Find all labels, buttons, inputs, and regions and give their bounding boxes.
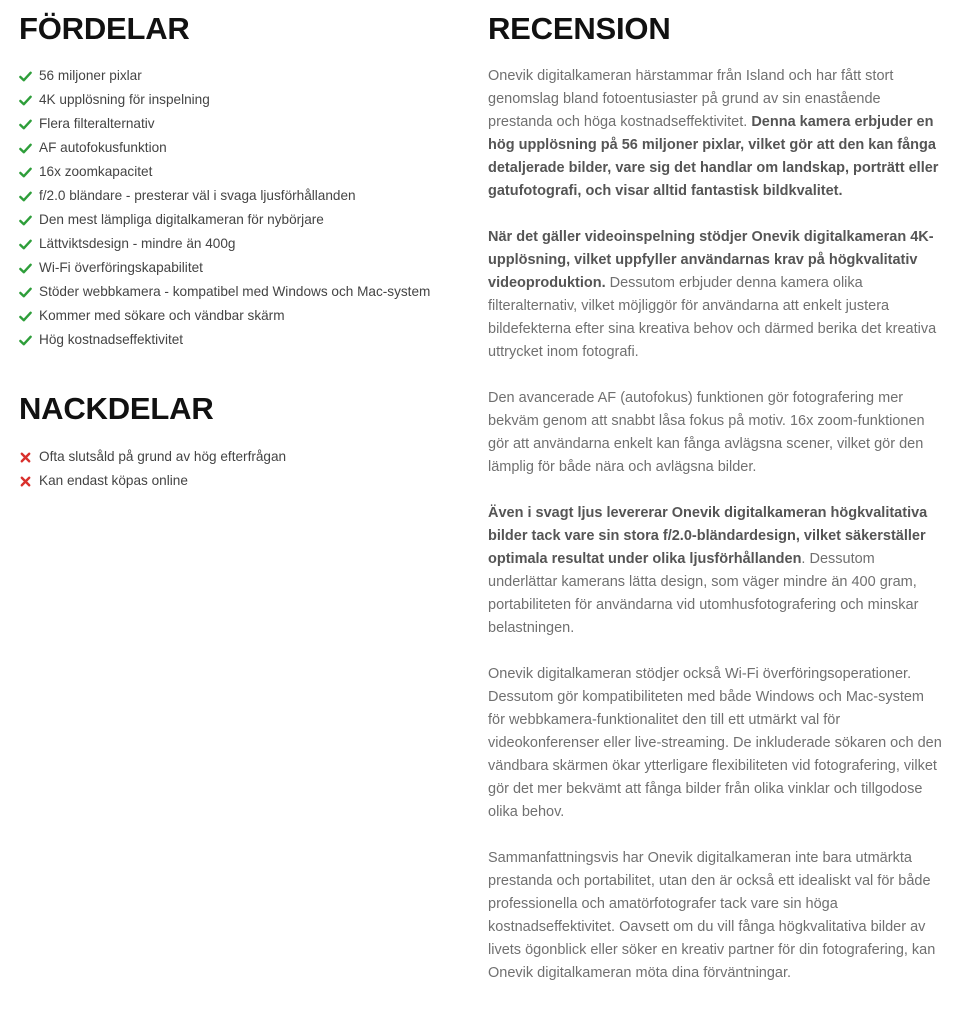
review-paragraph [488, 387, 944, 479]
check-icon [19, 94, 32, 107]
review-emphasis: Denna kamera erbjuder en hög upplösning på 56 miljoner pixlar, vilket gör att den kan fånga detaljerade bilder, vare sig det handlar om landskap, porträtt eller gatufotografi, och visar alltid fantastisk bildkvalitet. [488, 114, 939, 199]
pros-item-label: 4K upplösning för inspelning [39, 92, 210, 107]
review-text: Onevik digitalkameran härstammar från Island och har fått stort genomslag bland fotoentusiaster på grund av sin enastående prestanda och höga kostnadseffektivitet. [488, 68, 894, 130]
review-paragraph [488, 226, 944, 364]
pros-item-label: 56 miljoner pixlar [39, 68, 142, 83]
check-icon [19, 310, 32, 323]
review-paragraph [488, 65, 944, 203]
cons-item-label: Kan endast köpas online [39, 473, 188, 488]
pros-item-label: Kommer med sökare och vändbar skärm [39, 308, 285, 323]
review-body [488, 65, 944, 1008]
pros-list [19, 64, 459, 352]
pros-item [19, 328, 459, 352]
review-paragraph [488, 663, 944, 824]
review-text: Onevik digitalkameran stödjer också Wi-Fi överföringsoperationer. Dessutom gör kompatibiliteten med både Windows och Mac-system för webbkamera-funktionalitet den till ett utmärkt val för videokonferenser eller live-streaming. De inkluderade sökaren och den vändbara skärmen ökar ytterligare flexibiliteten vid fotografering, vilket gör det mer bekvämt att fånga bilder från olika vinklar och tillgodose olika behov. [488, 666, 942, 820]
pros-item [19, 304, 459, 328]
check-icon [19, 238, 32, 251]
check-icon [19, 118, 32, 131]
cons-heading: NACKDELAR [19, 391, 214, 426]
check-icon [19, 262, 32, 275]
pros-item-label: Wi-Fi överföringskapabilitet [39, 260, 203, 275]
pros-item [19, 112, 459, 136]
cons-item-label: Ofta slutsåld på grund av hög efterfrågan [39, 449, 287, 464]
pros-item-label: Hög kostnadseffektivitet [39, 332, 184, 347]
review-text: Den avancerade AF (autofokus) funktionen gör fotografering mer bekväm genom att snabbt låsa fokus på motiv. 16x zoom-funktionen gör att användarna enkelt kan fånga avlägsna scener, vilket gör den lämplig för både nära och avlägsna bilder. [488, 390, 925, 475]
cross-icon [19, 451, 32, 464]
pros-item-label: 16x zoomkapacitet [39, 164, 153, 179]
pros-item [19, 280, 459, 304]
pros-item [19, 184, 459, 208]
pros-item [19, 160, 459, 184]
pros-heading: FÖRDELAR [19, 11, 190, 46]
pros-item [19, 136, 459, 160]
pros-item [19, 232, 459, 256]
pros-item-label: Stöder webbkamera - kompatibel med Windows och Mac-system [39, 284, 431, 299]
pros-item [19, 208, 459, 232]
check-icon [19, 142, 32, 155]
check-icon [19, 286, 32, 299]
check-icon [19, 70, 32, 83]
review-heading: RECENSION [488, 11, 671, 46]
check-icon [19, 214, 32, 227]
review-text: . Dessutom underlättar kamerans lätta design, som väger mindre än 400 gram, portabiliteten för användarna vid utomhusfotografering och minskar belastningen. [488, 551, 919, 636]
pros-item-label: Lättviktsdesign - mindre än 400g [39, 236, 236, 251]
cons-list [19, 445, 459, 493]
pros-item [19, 256, 459, 280]
pros-item-label: Flera filteralternativ [39, 116, 155, 131]
review-text: Dessutom erbjuder denna kamera olika filteralternativ, vilket möjliggör för användarna att enkelt justera bildefekterna efter sina kreativa behov och därmed berika det kreativa uttrycket inom fotografi. [488, 275, 937, 360]
check-icon [19, 334, 32, 347]
pros-item-label: AF autofokusfunktion [39, 140, 167, 155]
pros-item-label: Den mest lämpliga digitalkameran för nybörjare [39, 212, 324, 227]
pros-item [19, 88, 459, 112]
review-text: Sammanfattningsvis har Onevik digitalkameran inte bara utmärkta prestanda och portabilitet, utan den är också ett idealiskt val för både professionella och amatörfotografer tack vare sin höga kostnadseffektivitet. Oavsett om du vill fånga högkvalitativa bilder av livets ögonblick eller söker en kreativ partner för din fotografering, kan Onevik digitalkameran möta dina förväntningar. [488, 850, 936, 981]
cross-icon [19, 475, 32, 488]
pros-item [19, 64, 459, 88]
cons-item [19, 445, 459, 469]
pros-item-label: f/2.0 bländare - presterar väl i svaga ljusförhållanden [39, 188, 356, 203]
review-emphasis: När det gäller videoinspelning stödjer Onevik digitalkameran 4K-upplösning, vilket uppfyller användarnas krav på högkvalitativ videoproduktion. [488, 229, 934, 291]
check-icon [19, 166, 32, 179]
review-emphasis: Även i svagt ljus levererar Onevik digitalkameran högkvalitativa bilder tack vare sin stora f/2.0-bländardesign, vilket säkerställer optimala resultat under olika ljusförhållanden [488, 505, 928, 567]
review-paragraph [488, 502, 944, 640]
review-paragraph [488, 847, 944, 985]
cons-item [19, 469, 459, 493]
check-icon [19, 190, 32, 203]
